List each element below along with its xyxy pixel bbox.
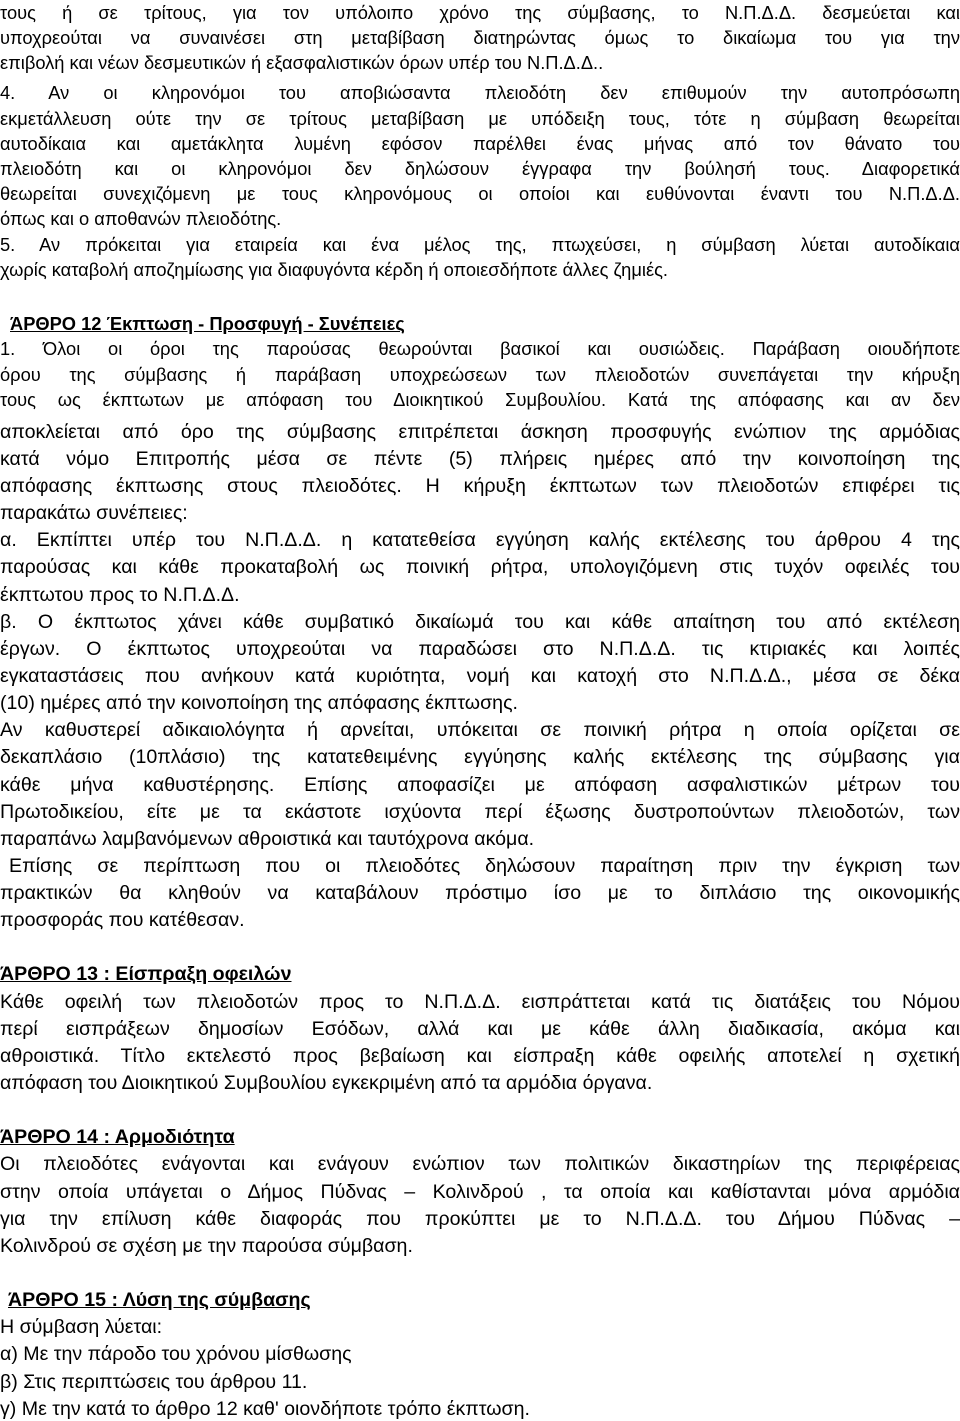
text-line: για την επίλυση κάθε διαφοράς που προκύπτει με το Ν.Π.Δ.Δ. του Δήμου Πύδνας – [0, 1208, 960, 1230]
text-line: χωρίς καταβολή αποζημίωσης για διαφυγόντα κέρδη ή οποιεσδήποτε άλλες ζημιές. [0, 259, 668, 280]
text-line: κάθε μήνα καθυστέρησης. Επίσης αποφασίζει με απόφαση ασφαλιστικών μέτρων του [0, 774, 960, 796]
text-line: α) Με την πάροδο του χρόνου μίσθωσης [0, 1343, 352, 1365]
text-line: στην οποία υπάγεται ο Δήμος Πύδνας – Κολινδρού , τα οποία και καθίστανται μόνα αρμόδια [0, 1181, 960, 1203]
text-line: παρούσας και κάθε προκαταβολή ως ποινική ρήτρα, υπολογιζόμενη στις τυχόν οφειλές του [0, 556, 960, 578]
text-line: γ) Με την κατά το άρθρο 12 καθ' οιονδήποτε τρόπο έκπτωση. [0, 1398, 530, 1420]
text-line: όπως και ο αποθανών πλειοδότης. [0, 208, 282, 229]
text-line: δεκαπλάσιο (10πλάσιο) της κατατεθειμένης εγγύησης καλής εκτέλεσης της σύμβασης για [0, 746, 960, 768]
text-line: εγκαταστάσεις που ανήκουν κατά κυριότητα, νομή και κατοχή στο Ν.Π.Δ.Δ., μέσα σε δέκα [0, 665, 960, 687]
text-line: υποχρεούται να συναινέσει στη μεταβίβαση διατηρώντας όμως το δικαίωμα του για την [0, 27, 960, 48]
text-line: β. Ο έκπτωτος χάνει κάθε συμβατικό δικαίωμά του και κάθε απαίτηση του από εκτέλεση [0, 611, 960, 633]
text-line: 5. Αν πρόκειται για εταιρεία και ένα μέλος της, πτωχεύσει, η σύμβαση λύεται αυτοδίκαια [0, 234, 960, 255]
text-line: Κολινδρού σε σχέση με την παρούσα σύμβαση. [0, 1235, 413, 1257]
text-line: παραπάνω λαμβανόμενων αθροιστικά και ταυτόχρονα ακόμα. [0, 828, 535, 850]
article-heading: ΆΡΘΡΟ 13 : Είσπραξη οφειλών [0, 963, 292, 985]
text-line: τους ή σε τρίτους, για τον υπόλοιπο χρόνο της σύμβασης, το Ν.Π.Δ.Δ. δεσμεύεται και [0, 2, 960, 23]
text-line: κατά νόμο Επιτροπής μέσα σε πέντε (5) πλήρεις ημέρες από την κοινοποίηση της [0, 448, 960, 470]
text-line: Κάθε οφειλή των πλειοδοτών προς το Ν.Π.Δ.Δ. εισπράττεται κατά τις διατάξεις του Νόμου [0, 991, 960, 1013]
text-line: αυτοδίκαια και αμετάκλητα λυμένη εφόσον παρέλθει ένας μήνας από τον θάνατο του [0, 133, 960, 154]
text-line: Οι πλειοδότες ενάγονται και ενάγουν ενώπιον των πολιτικών δικαστηρίων της περιφέρειας [0, 1153, 960, 1175]
text-line: 1. Όλοι οι όροι της παρούσας θεωρούνται βασικοί και ουσιώδεις. Παράβαση οιουδήποτε [0, 338, 960, 359]
text-line: α. Εκπίπτει υπέρ του Ν.Π.Δ.Δ. η κατατεθείσα εγγύηση καλής εκτέλεσης του άρθρου 4 της [0, 529, 960, 551]
article-heading: ΆΡΘΡΟ 12 Έκπτωση - Προσφυγή - Συνέπειες [10, 313, 405, 334]
text-line: παρακάτω συνέπειες: [0, 502, 188, 524]
text-line: πλειοδότη και οι κληρονόμοι δεν δηλώσουν έγγραφα την βούλησή τους. Διαφορετικά [0, 158, 960, 179]
text-line: Η σύμβαση λύεται: [0, 1316, 163, 1338]
article-heading: ΆΡΘΡΟ 14 : Αρμοδιότητα [0, 1126, 235, 1148]
text-line: προσφοράς που κατέθεσαν. [0, 909, 245, 931]
text-line: Επίσης σε περίπτωση που οι πλειοδότες δηλώσουν παραίτηση πριν την έγκριση των [9, 855, 960, 877]
text-line: έργων. Ο έκπτωτος υποχρεούται να παραδώσει στο Ν.Π.Δ.Δ. τις κτιριακές και λοιπές [0, 638, 960, 660]
text-line: επιβολή και νέων δεσμευτικών ή εξασφαλιστικών όρων υπέρ του Ν.Π.Δ.Δ.. [0, 52, 604, 73]
text-line: περί εισπράξεων δημοσίων Εσόδων, αλλά και με κάθε άλλη διαδικασία, ακόμα και [0, 1018, 960, 1040]
text-line: 4. Αν οι κληρονόμοι του αποβιώσαντα πλειοδότη δεν επιθυμούν την αυτοπρόσωπη [0, 82, 960, 103]
text-line: απόφαση του Διοικητικού Συμβουλίου εγκεκριμένη από τα αρμόδια όργανα. [0, 1072, 653, 1094]
text-line: απόφασης έκπτωσης στους πλειοδότες. Η κήρυξη έκπτωτων των πλειοδοτών επιφέρει τις [0, 475, 960, 497]
text-line: εκμετάλλευση ούτε την σε τρίτους μεταβίβαση με υπόδειξη τους, τότε η σύμβαση θεωρείται [0, 108, 960, 129]
text-line: τους ως έκπτωτων με απόφαση του Διοικητικού Συμβουλίου. Κατά της απόφασης και αν δεν [0, 389, 960, 410]
text-line: Αν καθυστερεί αδικαιολόγητα ή αρνείται, υπόκειται σε ποινική ρήτρα η οποία ορίζεται σε [0, 719, 960, 741]
article-heading: ΆΡΘΡΟ 15 : Λύση της σύμβασης [8, 1289, 311, 1311]
text-line: Πρωτοδικείου, είτε με τα εκάστοτε ισχύοντα περί έξωσης δυστροπούντων πλειοδοτών, των [0, 801, 960, 823]
text-line: πρακτικών θα κληθούν να καταβάλουν πρόστιμο ίσο με το διπλάσιο της οικονομικής [0, 882, 960, 904]
text-line: αθροιστικά. Τίτλο εκτελεστό προς βεβαίωση και είσπραξη κάθε οφειλής αποτελεί η σχετική [0, 1045, 960, 1067]
text-line: θεωρείται συνεχιζόμενη με τους κληρονόμους οι οποίοι και ευθύνονται έναντι του Ν.Π.Δ.Δ. [0, 183, 960, 204]
text-line: αποκλείεται από όρο της σύμβασης επιτρέπεται άσκηση προσφυγής ενώπιον της αρμόδιας [0, 421, 960, 443]
text-line: όρου της σύμβασης ή παράβαση υποχρεώσεων των πλειοδοτών συνεπάγεται την κήρυξη [0, 364, 960, 385]
text-line: (10) ημέρες από την κοινοποίηση της απόφασης έκπτωσης. [0, 692, 518, 714]
text-line: β) Στις περιπτώσεις του άρθρου 11. [0, 1371, 308, 1393]
text-line: έκπτωτου προς το Ν.Π.Δ.Δ. [0, 584, 240, 606]
